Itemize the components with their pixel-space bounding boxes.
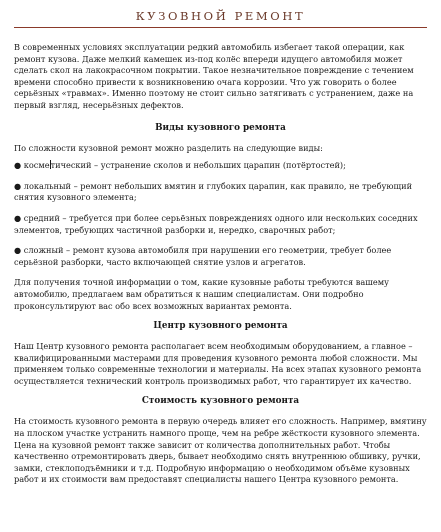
bullet-cosmetic-text-start: ● косме <box>14 160 50 171</box>
bullet-cosmetic <box>14 160 427 172</box>
bullet-medium: ● средний – требуется при более серьёзных повреждениях одного или нескольких соседних элементов, требующих частичной разборки и, нередко, сварочных работ; <box>14 212 418 235</box>
bullet-cosmetic-text-end: тический – устранение сколов и небольших царапин (потёртостей); <box>50 160 346 171</box>
page-title: КУЗОВНОЙ РЕМОНТ <box>135 9 306 23</box>
section-heading-types: Виды кузовного ремонта <box>155 122 286 133</box>
section-heading-center: Центр кузовного ремонта <box>153 321 288 332</box>
types-lead-paragraph: По сложности кузовной ремонт можно разделить на следующие виды: <box>14 142 323 153</box>
intro-paragraph: В современных условиях эксплуатации редкий автомобиль избегает такой операции, как ремонт кузова. Даже мелкий камешек из-под колёс впереди идущего автомобиля может сделать скол на лакокрасочном покрытии. Такое незначительное повреждение с течением времени способно привести к возникновению очага коррозии. Что уж говорить о более серьёзных «травмах». Именно поэтому не стоит сильно затягивать с устранением, даже на первый взгляд, несерьёзных дефектов. <box>14 42 414 110</box>
bullet-local: ● локальный – ремонт небольших вмятин и глубоких царапин, как правило, не требующий снятия кузовного элемента; <box>14 180 413 203</box>
section-heading-cost: Стоимость кузовного ремонта <box>141 396 300 407</box>
bullet-complex: ● сложный – ремонт кузова автомобиля при нарушении его геометрии, требует более серьёзной разборки, часто включающей снятие узлов и агрегатов. <box>14 245 392 267</box>
center-paragraph: Наш Центр кузовного ремонта располагает всем необходимым оборудованием, а главное – квалифицированными мастерами для проведения кузовного ремонта любой сложности. Мы применяем только современные технологии и материалы. На всех этапах кузовного ремонта осуществляется технический контроль производимых работ, что гарантирует их качество. <box>14 341 422 386</box>
types-closing-paragraph: Для получения точной информации о том, какие кузовные работы требуются вашему автомобилю, предлагаем вам обратиться к нашим специалистам. Они подробно проконсультируют вас обо всех возможных вариантах ремонта. <box>14 277 389 311</box>
cost-paragraph: На стоимость кузовного ремонта в первую очередь влияет его сложность. Например, вмятину на плоском участке устранить намного проще, чем на ребре жёсткости кузовного элемента. Цена на кузовной ремонт также зависит от количества дополнительных работ. Чтобы качественно отремонтировать дверь, бывает необходимо снять внутреннюю обшивку, ручки, замки, стеклоподъёмники и т.д. Подробную информацию о необходимом объёме кузовных работ и их стоимости вам предоставят специалисты нашего Центра кузовного ремонта. <box>14 416 427 485</box>
title-underline <box>14 27 427 28</box>
title-block <box>14 8 427 34</box>
